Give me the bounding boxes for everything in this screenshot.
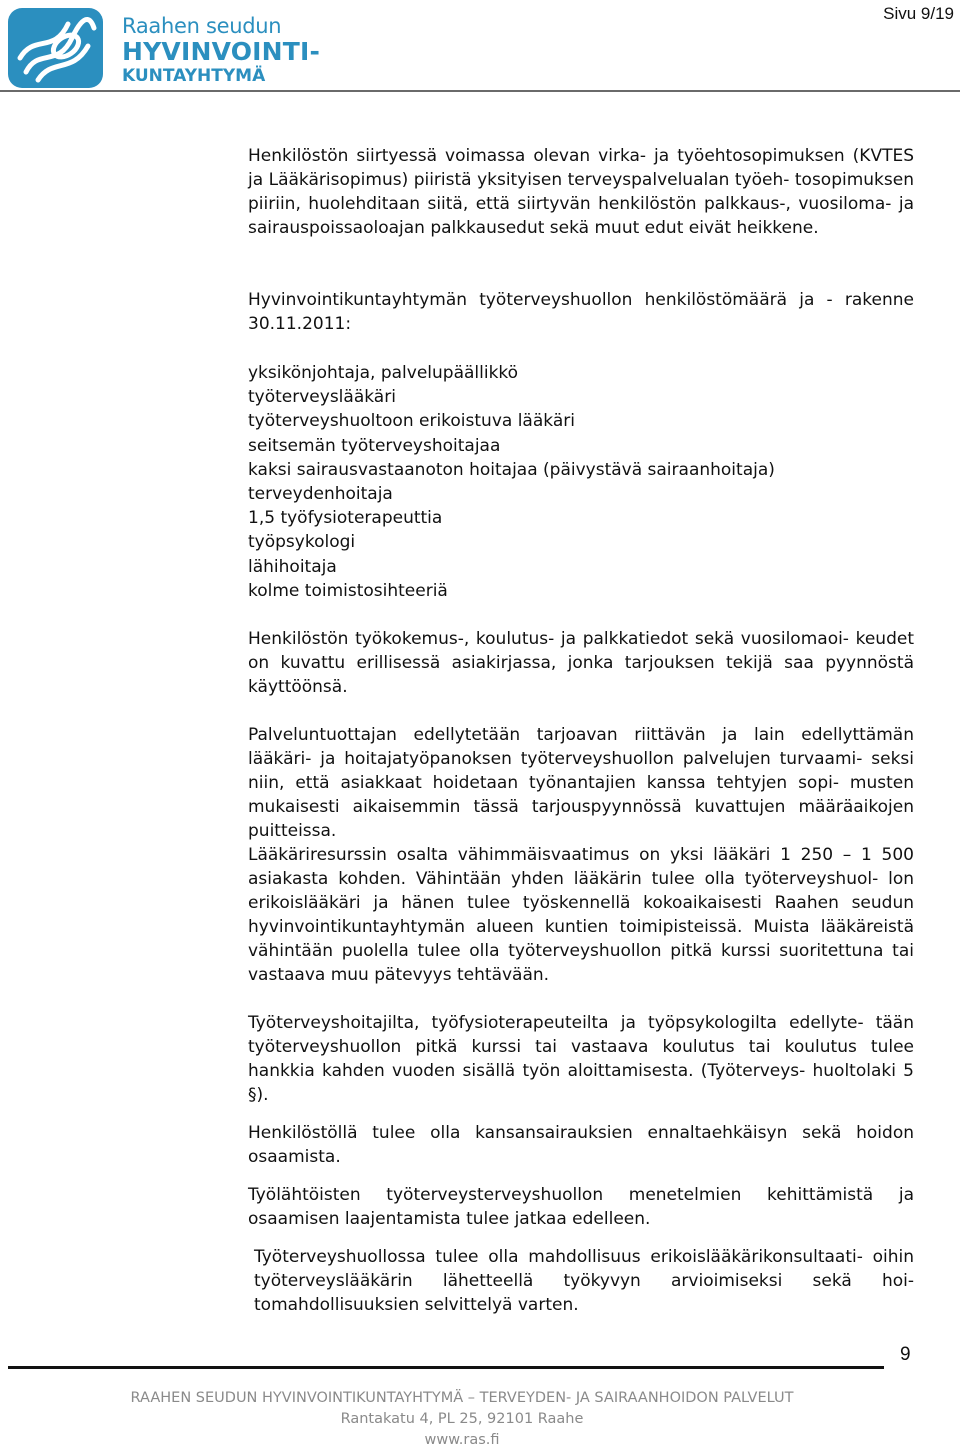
header-divider [0,90,960,92]
footer-page-number: 9 [900,1344,911,1365]
paragraph-staff-records: Henkilöstön työkokemus-, koulutus- ja palkkatiedot sekä vuosilomaoi- keudet on kuvattu erillisessä asiakirjassa, jonka tarjouksen tekijä saa pyynnöstä käyttöönsä. [248,629,914,698]
staff-list [248,361,914,603]
footer-website: www.ras.fi [424,1432,500,1448]
page-indicator: Sivu 9/19 [883,4,954,23]
logo-line-2: HYVINVOINTI- [122,37,321,66]
paragraph-physician-resource: Lääkäriresurssin osalta vähimmäisvaatimus on yksi lääkäri 1 250 – 1 500 asiakasta kohden. Vähintään yhden lääkärin tulee olla työterveyshuol- lon erikoislääkäri ja hänen tulee työskennellä kokoaikaisesti Raahen seudun hyvinvointikuntayhtymän alueen kuntien toimipisteissä. Muista lääkäreistä vähintään puolella tulee olla työterveyshuollon pitkä kurssi suoritettuna tai vastaava muu pätevyys tehtävään. [248,845,914,986]
logo-wordmark [122,14,320,86]
list-item: terveydenhoitaja [248,484,393,505]
paragraph-specialist-consultation: Työterveyshuollossa tulee olla mahdollisuus erikoislääkärikonsultaati- oihin työterveyslääkärin lähetteellä työkyvyn arvioimiseksi sekä hoi- tomahdollisuuksien selvittelyä varten. [254,1247,914,1316]
list-item: kolme toimistosihteeriä [248,580,448,601]
paragraph-provider-requirement: Palveluntuottajan edellytetään tarjoavan riittävän ja lain edellyttämän lääkäri- ja hoitajatyöpanoksen työterveyshuollon palvelujen turvaami- seksi niin, että asiakkaat hoidetaan työnantajien kanssa tehtyjen sopi- musten mukaisesti aikaisemmin tässä tarjouspyynnössä kuvattujen määräaikojen puitteissa. [248,725,914,842]
paragraph-method-development: Työlähtöisten työterveysterveyshuollon menetelmien kehittämistä ja osaamisen laajentamista tulee jatkaa edelleen. [248,1185,914,1230]
paragraph-staff-heading [248,288,914,336]
list-item: yksikönjohtaja, palvelupäällikkö [248,363,519,383]
footer-divider [8,1366,884,1369]
list-item: työpsykologi [248,532,356,553]
staff-heading-text: Hyvinvointikuntayhtymän työterveyshuollon henkilöstömäärä ja - rakenne 30.11.2011: [248,290,914,334]
list-item: kaksi sairausvastaanoton hoitajaa (päivystävä sairaanhoitaja) [248,459,775,480]
paragraph-chronic-disease-skills: Henkilöstöllä tulee olla kansansairauksien ennaltaehkäisyn sekä hoidon osaamista. [248,1123,914,1168]
list-item: lähihoitaja [248,556,337,577]
list-item: 1,5 työfysioterapeuttia [248,508,443,529]
page-footer [0,1388,924,1451]
footer-organization: RAAHEN SEUDUN HYVINVOINTIKUNTAYHTYMÄ – TERVEYDEN- JA SAIRAANHOIDON PALVELUT [130,1390,794,1406]
logo-knot-icon [8,8,103,88]
list-item: seitsemän työterveyshoitajaa [248,435,501,456]
page-header [0,0,960,100]
logo-line-1: Raahen seudun [122,14,282,38]
document-body [248,144,914,1317]
paragraph-nurse-training: Työterveyshoitajilta, työfysioterapeuteilta ja työpsykologilta edellyte- tään työterveyshuollon pitkä kurssi tai vastaava koulutus tai koulutus tulee hankkia kahden vuoden sisällä työn aloittamisesta. (Työterveys- huoltolaki 5 §). [248,1013,914,1106]
list-item: työterveyslääkäri [248,387,396,408]
list-item: työterveyshuoltoon erikoistuva lääkäri [248,411,575,432]
logo-line-3: KUNTAYHTYMÄ [122,66,266,86]
paragraph-transfer-terms: Henkilöstön siirtyessä voimassa olevan virka- ja työehtosopimuksen (KVTES ja Lääkärisopimus) piiristä yksityisen terveyspalvelualan työeh- tosopimuksen piiriin, huolehditaan siitä, että siirtyvän henkilöstön palkkaus-, vuosiloma- ja sairauspoissaoloajan palkkausedut sekä muut edut eivät heikkene. [248,146,914,238]
footer-address: Rantakatu 4, PL 25, 92101 Raahe [340,1411,584,1427]
